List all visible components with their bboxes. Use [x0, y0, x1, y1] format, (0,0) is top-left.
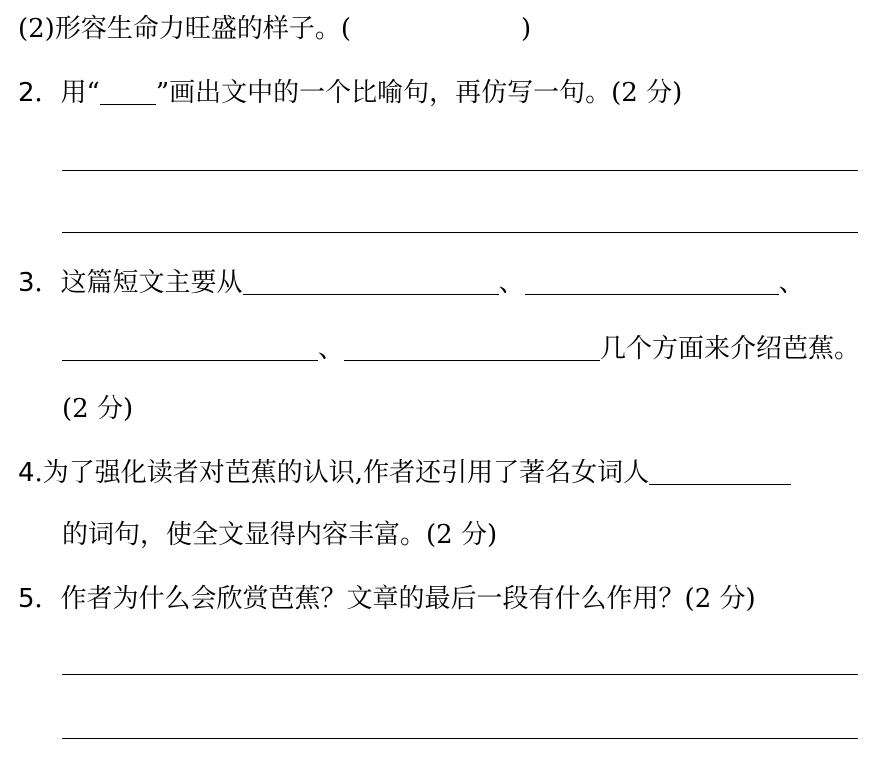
question-3-text-after: 几个方面来介绍芭蕉。: [600, 334, 861, 364]
question-5: [18, 586, 756, 612]
answer-line-q5-2[interactable]: [62, 738, 858, 739]
answer-line-q5-1[interactable]: [62, 674, 858, 675]
question-3-score: (2 分): [62, 394, 134, 424]
question-2: [18, 78, 682, 106]
answer-blank-q3-2[interactable]: [525, 268, 779, 295]
answer-blank-q3-3[interactable]: [62, 334, 318, 361]
question-2-number: 2: [18, 78, 35, 108]
question-5-number: 5: [18, 584, 35, 614]
answer-blank-q4[interactable]: [649, 458, 791, 485]
question-3-sep3: 、: [318, 334, 345, 364]
question-3: [18, 268, 805, 296]
question-3-number: 3: [18, 268, 35, 298]
question-4-text-before: .为了强化读者对芭蕉的认识,作者还引用了著名女词人: [34, 458, 650, 488]
sub-question-2: [18, 16, 531, 42]
question-3-text-before: ．这篇短文主要从: [34, 268, 243, 298]
question-3-sep1: 、: [498, 268, 525, 298]
answer-line-q2-1[interactable]: [62, 170, 858, 171]
question-4-number: 4: [18, 458, 35, 488]
question-2-text-after: ”画出文中的一个比喻句，再仿写一句。(2 分): [155, 78, 683, 108]
answer-blank-q3-4[interactable]: [344, 334, 600, 361]
answer-blank-q3-1[interactable]: [243, 268, 499, 295]
question-3-line-2: [62, 334, 860, 362]
question-4: [18, 458, 791, 486]
sub-question-2-close: ): [520, 14, 532, 44]
question-3-sep2: 、: [778, 268, 805, 298]
sub-question-2-text: (2)形容生命力旺盛的样子。(: [18, 14, 351, 44]
underline-sample: [100, 78, 156, 105]
question-2-text-before: ．用“: [34, 78, 100, 108]
question-4-line-2: 的词句，使全文显得内容丰富。(2 分): [62, 520, 498, 550]
answer-line-q2-2[interactable]: [62, 232, 858, 233]
question-5-text: ．作者为什么会欣赏芭蕉？文章的最后一段有什么作用？(2 分): [34, 584, 756, 614]
